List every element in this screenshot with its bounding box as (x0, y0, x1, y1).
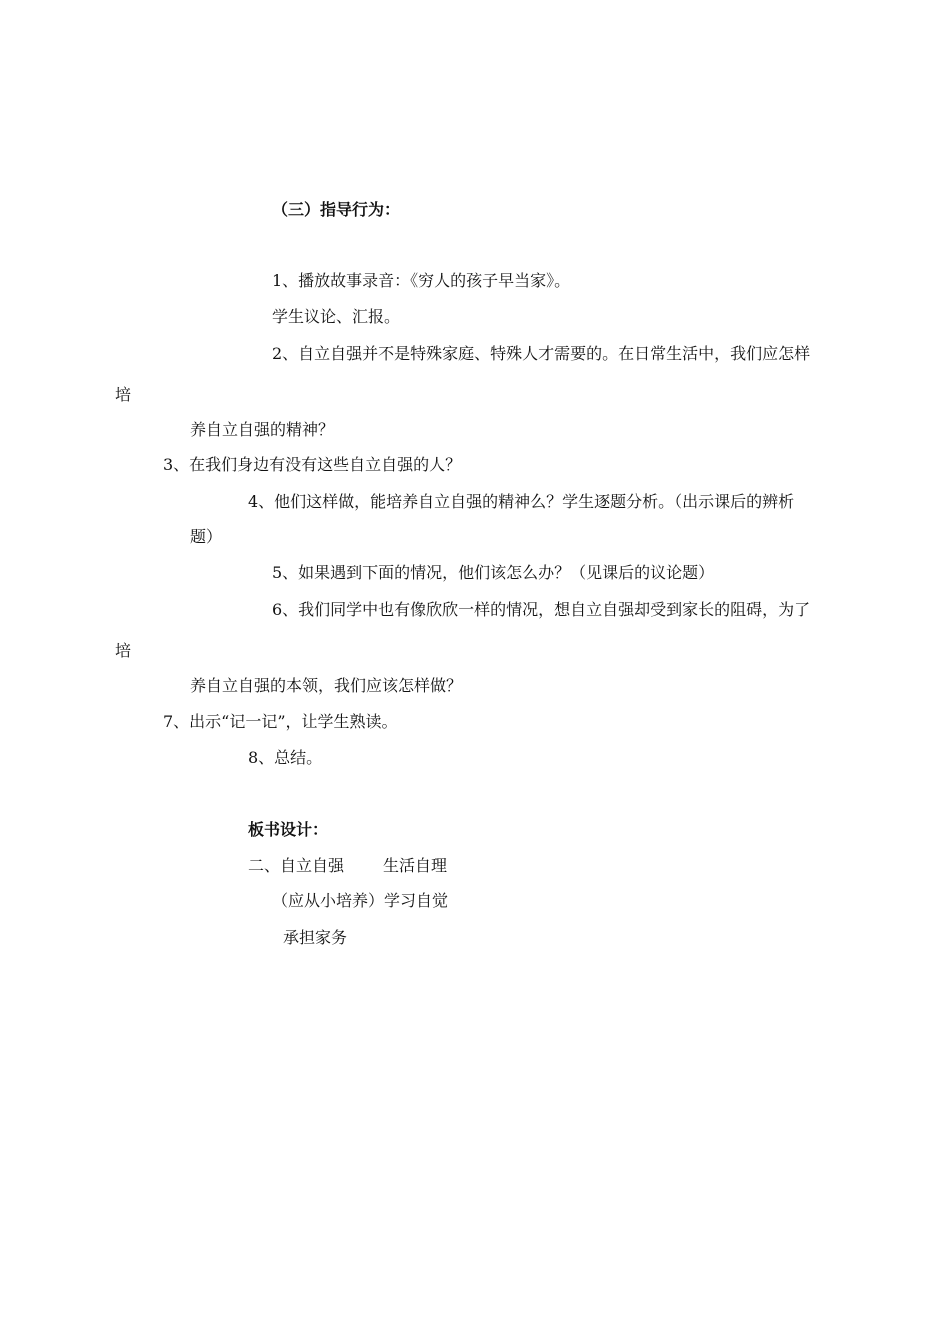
board-line-2: （应从小培养）学习自觉 (272, 891, 449, 910)
text-line: 5、如果遇到下面的情况，他们该怎么办？（见课后的议论题） (272, 563, 715, 582)
section-heading: （三）指导行为： (272, 200, 401, 219)
board-design-heading: 板书设计： (248, 820, 329, 839)
text-line: 3、在我们身边有没有这些自立自强的人？ (163, 455, 462, 474)
text-line: 4、他们这样做，能培养自立自强的精神么？学生逐题分析。（出示课后的辨析 (248, 492, 795, 511)
text-line: 培 (115, 641, 132, 660)
board-line-3: 承担家务 (283, 928, 348, 947)
text-line: 6、我们同学中也有像欣欣一样的情况，想自立自强却受到家长的阻碍，为了 (272, 600, 811, 619)
board-line-1-right: 生活自理 (383, 856, 448, 875)
text-line: 1、播放故事录音：《穷人的孩子早当家》。 (272, 271, 571, 290)
text-line: 题） (190, 527, 223, 546)
text-line: 学生议论、汇报。 (272, 307, 401, 326)
text-line: 2、自立自强并不是特殊家庭、特殊人才需要的。在日常生活中，我们应怎样 (272, 344, 811, 363)
text-line: 7、出示“记一记”，让学生熟读。 (163, 712, 398, 731)
text-line: 养自立自强的本领，我们应该怎样做？ (190, 676, 463, 695)
text-line: 养自立自强的精神？ (190, 420, 335, 439)
text-line: 培 (115, 385, 132, 404)
text-line: 8、总结。 (248, 748, 323, 767)
board-line-1: 二、自立自强 (248, 856, 345, 875)
